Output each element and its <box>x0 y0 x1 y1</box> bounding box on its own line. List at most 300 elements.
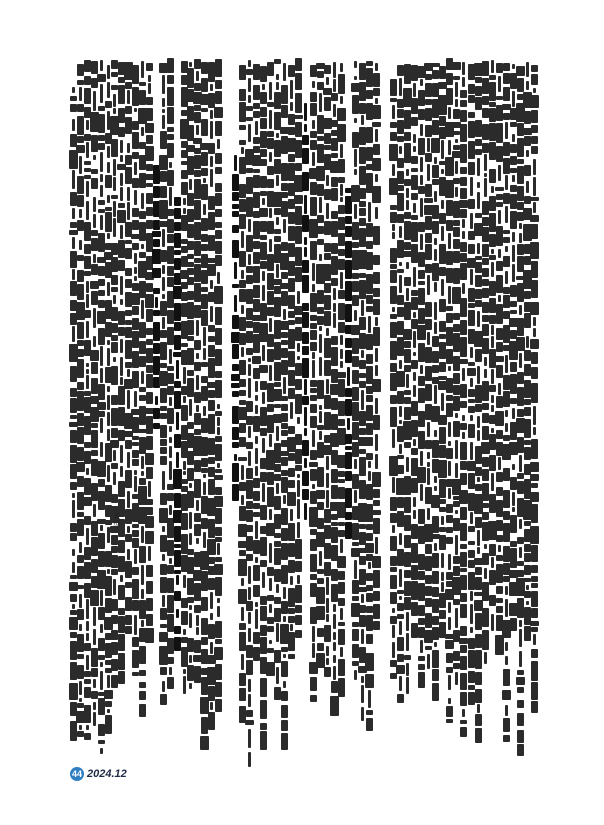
glyph-stroke <box>498 383 501 395</box>
glyph-stroke <box>288 468 295 477</box>
glyph-stroke <box>215 80 222 88</box>
glyph-stroke <box>361 707 364 721</box>
glyph-stroke <box>503 375 510 390</box>
glyph-stroke <box>100 368 103 383</box>
glyph-stroke <box>482 143 489 153</box>
glyph-stroke <box>484 544 487 549</box>
glyph-stroke <box>267 166 274 176</box>
glyph-stroke <box>324 221 331 235</box>
glyph-stroke <box>274 59 281 64</box>
glyph-stroke <box>399 569 402 587</box>
glyph-stroke <box>338 659 345 676</box>
glyph-stroke <box>281 661 288 677</box>
glyph-stroke <box>475 139 482 147</box>
glyph-stroke <box>425 99 432 104</box>
glyph-stroke <box>439 535 446 550</box>
glyph-stroke <box>489 234 496 247</box>
glyph-stroke <box>519 305 522 316</box>
glyph-stroke <box>439 213 446 224</box>
glyph-stroke <box>239 140 246 145</box>
glyph-stroke <box>331 584 338 602</box>
glyph-stroke <box>475 289 482 298</box>
script-line <box>267 58 274 758</box>
glyph-stroke <box>496 194 503 200</box>
glyph-stroke <box>406 288 409 301</box>
glyph-stroke <box>482 381 489 400</box>
glyph-stroke <box>260 606 267 621</box>
glyph-stroke <box>517 670 524 674</box>
glyph-stroke <box>392 477 395 493</box>
glyph-stroke <box>498 210 501 224</box>
glyph-stroke <box>482 338 489 354</box>
glyph-stroke <box>295 539 302 559</box>
glyph-stroke <box>352 596 359 601</box>
glyph-stroke <box>460 626 467 636</box>
glyph-stroke <box>531 261 538 277</box>
glyph-stroke <box>468 310 475 326</box>
glyph-stroke <box>427 422 430 437</box>
glyph-stroke <box>267 472 274 485</box>
glyph-stroke <box>281 705 288 718</box>
glyph-stroke <box>260 107 267 117</box>
glyph-stroke <box>246 197 253 217</box>
glyph-stroke <box>491 369 494 384</box>
glyph-stroke <box>373 500 380 507</box>
glyph-stroke <box>375 434 378 450</box>
glyph-stroke <box>439 427 446 444</box>
glyph-stroke <box>517 730 524 743</box>
glyph-stroke <box>269 318 272 332</box>
glyph-stroke <box>295 561 302 573</box>
script-line <box>390 58 397 758</box>
glyph-stroke <box>283 616 286 622</box>
glyph-stroke <box>484 178 487 197</box>
glyph-stroke <box>404 179 411 186</box>
glyph-stroke <box>310 293 317 312</box>
script-line <box>397 58 404 758</box>
glyph-stroke <box>283 654 286 659</box>
glyph-stroke <box>404 277 411 287</box>
glyph-stroke <box>215 183 222 192</box>
glyph-stroke <box>176 609 179 618</box>
glyph-stroke <box>255 395 258 401</box>
script-line <box>215 58 222 758</box>
glyph-stroke <box>352 644 359 658</box>
glyph-stroke <box>503 287 510 294</box>
glyph-stroke <box>260 131 267 148</box>
glyph-stroke <box>397 295 404 304</box>
glyph-stroke <box>531 504 538 523</box>
glyph-stroke <box>260 242 267 259</box>
glyph-stroke <box>390 536 397 551</box>
glyph-stroke <box>196 125 199 135</box>
glyph-stroke <box>107 82 110 98</box>
glyph-stroke <box>276 74 279 80</box>
glyph-stroke <box>399 596 402 601</box>
glyph-stroke <box>246 601 253 611</box>
glyph-stroke <box>533 202 536 213</box>
glyph-stroke <box>399 146 402 154</box>
glyph-stroke <box>304 379 307 395</box>
glyph-stroke <box>141 371 144 385</box>
glyph-stroke <box>214 496 223 507</box>
glyph-stroke <box>86 281 89 293</box>
glyph-stroke <box>524 447 531 459</box>
glyph-stroke <box>274 342 281 360</box>
glyph-stroke <box>446 220 453 231</box>
glyph-stroke <box>281 340 288 346</box>
glyph-stroke <box>196 405 199 412</box>
glyph-stroke <box>432 650 439 668</box>
glyph-stroke <box>517 561 524 566</box>
glyph-stroke <box>503 113 510 120</box>
glyph-stroke <box>404 64 411 84</box>
glyph-stroke <box>496 520 503 531</box>
glyph-stroke <box>331 485 338 499</box>
glyph-stroke <box>359 218 366 226</box>
glyph-stroke <box>297 417 300 424</box>
glyph-stroke <box>248 358 251 362</box>
glyph-stroke <box>359 605 366 614</box>
glyph-stroke <box>468 112 475 118</box>
glyph-stroke <box>310 395 317 401</box>
glyph-stroke <box>411 543 418 563</box>
glyph-stroke <box>269 152 272 162</box>
glyph-stroke <box>210 156 213 166</box>
glyph-stroke <box>498 295 501 302</box>
glyph-stroke <box>267 404 274 412</box>
script-line <box>373 58 380 758</box>
glyph-stroke <box>510 548 517 568</box>
glyph-stroke <box>239 184 246 198</box>
glyph-stroke <box>324 525 331 540</box>
glyph-stroke <box>468 572 475 590</box>
glyph-stroke <box>217 543 220 554</box>
glyph-stroke <box>404 132 411 141</box>
glyph-stroke <box>338 598 345 606</box>
glyph-stroke <box>217 463 220 469</box>
glyph-stroke <box>352 402 359 420</box>
glyph-stroke <box>505 410 508 417</box>
glyph-stroke <box>373 604 380 619</box>
script-line <box>475 58 482 758</box>
glyph-stroke <box>248 729 251 748</box>
glyph-stroke <box>310 315 317 321</box>
glyph-stroke <box>107 386 110 392</box>
glyph-stroke <box>446 306 453 311</box>
glyph-stroke <box>526 336 529 348</box>
glyph-stroke <box>519 519 522 528</box>
glyph-stroke <box>441 169 444 174</box>
glyph-stroke <box>317 569 324 575</box>
glyph-stroke <box>215 639 222 644</box>
glyph-stroke <box>475 349 482 362</box>
glyph-stroke <box>462 709 465 717</box>
glyph-stroke <box>215 167 222 173</box>
glyph-stroke <box>468 473 475 490</box>
glyph-stroke <box>496 487 503 496</box>
glyph-stroke <box>169 461 172 480</box>
glyph-stroke <box>260 731 267 750</box>
glyph-stroke <box>434 282 437 292</box>
glyph-stroke <box>359 569 366 585</box>
glyph-stroke <box>340 608 343 620</box>
glyph-stroke <box>162 98 165 107</box>
glyph-stroke <box>475 517 482 528</box>
glyph-stroke <box>203 178 206 182</box>
glyph-stroke <box>333 604 336 613</box>
glyph-stroke <box>215 537 222 541</box>
glyph-stroke <box>246 266 253 272</box>
glyph-stroke <box>359 317 366 330</box>
glyph-stroke <box>439 267 446 277</box>
glyph-stroke <box>107 65 110 79</box>
glyph-stroke <box>432 263 439 281</box>
glyph-stroke <box>107 111 110 130</box>
glyph-stroke <box>411 448 418 455</box>
glyph-stroke <box>397 694 404 703</box>
glyph-stroke <box>404 302 411 319</box>
glyph-stroke <box>312 120 315 128</box>
glyph-stroke <box>281 691 288 701</box>
glyph-stroke <box>283 219 286 234</box>
glyph-stroke <box>366 524 373 530</box>
glyph-stroke <box>255 521 258 538</box>
glyph-stroke <box>448 617 451 630</box>
glyph-stroke <box>366 241 373 249</box>
glyph-stroke <box>210 110 213 119</box>
glyph-stroke <box>390 132 397 141</box>
glyph-stroke <box>281 430 288 436</box>
glyph-stroke <box>162 277 165 291</box>
glyph-stroke <box>441 226 444 241</box>
glyph-stroke <box>215 577 222 596</box>
glyph-stroke <box>324 97 331 111</box>
glyph-stroke <box>312 626 315 641</box>
glyph-stroke <box>232 463 239 482</box>
glyph-stroke <box>375 454 378 469</box>
glyph-stroke <box>468 550 475 558</box>
glyph-stroke <box>505 175 508 190</box>
glyph-stroke <box>297 522 300 537</box>
glyph-stroke <box>134 615 137 635</box>
glyph-stroke <box>524 111 531 124</box>
glyph-stroke <box>214 647 223 660</box>
glyph-stroke <box>503 142 510 156</box>
glyph-stroke <box>491 249 494 254</box>
glyph-stroke <box>517 687 524 692</box>
glyph-stroke <box>418 656 425 661</box>
glyph-stroke <box>215 153 222 164</box>
glyph-stroke <box>120 187 123 200</box>
glyph-stroke <box>312 152 315 166</box>
glyph-stroke <box>354 149 357 167</box>
glyph-stroke <box>468 95 475 103</box>
glyph-stroke <box>468 526 475 532</box>
glyph-stroke <box>274 514 281 529</box>
glyph-stroke <box>475 577 482 590</box>
glyph-stroke <box>246 660 253 675</box>
glyph-stroke <box>317 518 324 529</box>
glyph-stroke <box>453 145 460 149</box>
glyph-stroke <box>496 202 503 207</box>
glyph-stroke <box>397 109 404 118</box>
glyph-stroke <box>482 217 489 226</box>
glyph-stroke <box>317 502 324 510</box>
glyph-stroke <box>446 719 453 724</box>
glyph-stroke <box>425 184 432 197</box>
glyph-stroke <box>524 565 531 575</box>
glyph-stroke <box>418 90 425 107</box>
glyph-stroke <box>215 255 222 265</box>
glyph-stroke <box>232 211 239 217</box>
glyph-stroke <box>526 150 529 157</box>
glyph-stroke <box>390 556 397 566</box>
glyph-stroke <box>510 398 517 405</box>
glyph-stroke <box>359 556 366 566</box>
glyph-stroke <box>375 317 378 326</box>
glyph-stroke <box>276 217 279 225</box>
glyph-stroke <box>232 174 239 191</box>
glyph-stroke <box>475 689 482 703</box>
glyph-stroke <box>446 313 453 323</box>
glyph-stroke <box>505 122 508 138</box>
glyph-stroke <box>239 688 246 701</box>
glyph-stroke <box>475 86 482 95</box>
glyph-stroke <box>260 66 267 83</box>
glyph-stroke <box>455 440 458 459</box>
glyph-stroke <box>425 586 432 596</box>
glyph-stroke <box>411 244 418 264</box>
glyph-stroke <box>496 396 503 407</box>
glyph-stroke <box>517 387 524 406</box>
glyph-stroke <box>72 549 75 556</box>
glyph-stroke <box>255 436 258 444</box>
glyph-stroke <box>262 84 265 90</box>
glyph-stroke <box>453 131 460 135</box>
glyph-stroke <box>196 615 199 626</box>
glyph-stroke <box>439 66 446 79</box>
glyph-stroke <box>482 227 489 242</box>
glyph-stroke <box>359 373 366 379</box>
glyph-stroke <box>439 507 446 512</box>
glyph-stroke <box>326 203 329 219</box>
glyph-stroke <box>331 278 338 287</box>
glyph-stroke <box>432 221 439 235</box>
glyph-stroke <box>519 651 522 667</box>
glyph-stroke <box>505 642 508 651</box>
glyph-stroke <box>267 334 274 347</box>
glyph-stroke <box>120 173 123 186</box>
glyph-stroke <box>397 614 404 618</box>
glyph-stroke <box>248 219 251 232</box>
glyph-stroke <box>100 185 103 197</box>
glyph-stroke <box>530 302 539 315</box>
glyph-stroke <box>475 256 482 260</box>
glyph-stroke <box>274 687 281 700</box>
glyph-stroke <box>155 297 158 308</box>
glyph-stroke <box>269 543 272 562</box>
glyph-stroke <box>533 317 536 326</box>
glyph-stroke <box>531 545 538 561</box>
glyph-stroke <box>276 623 279 641</box>
glyph-stroke <box>281 423 288 429</box>
glyph-stroke <box>72 326 75 342</box>
glyph-stroke <box>460 604 467 617</box>
glyph-stroke <box>127 202 130 219</box>
glyph-stroke <box>183 208 186 213</box>
glyph-stroke <box>127 390 130 409</box>
glyph-stroke <box>214 564 223 575</box>
glyph-stroke <box>531 136 538 144</box>
glyph-stroke <box>390 79 397 96</box>
glyph-stroke <box>531 576 538 581</box>
glyph-stroke <box>482 279 489 286</box>
glyph-stroke <box>359 63 366 80</box>
glyph-stroke <box>484 357 487 367</box>
glyph-stroke <box>333 655 336 663</box>
glyph-stroke <box>234 454 237 462</box>
glyph-stroke <box>274 382 281 387</box>
glyph-stroke <box>241 347 244 357</box>
glyph-stroke <box>127 452 130 467</box>
glyph-stroke <box>281 85 288 104</box>
glyph-stroke <box>354 560 357 579</box>
glyph-stroke <box>312 81 315 88</box>
glyph-stroke <box>366 423 373 435</box>
glyph-stroke <box>288 523 295 542</box>
glyph-stroke <box>281 508 288 526</box>
glyph-stroke <box>406 188 409 199</box>
glyph-stroke <box>425 366 432 381</box>
glyph-stroke <box>368 316 371 333</box>
glyph-stroke <box>345 399 352 415</box>
glyph-stroke <box>93 504 96 517</box>
glyph-stroke <box>107 282 110 296</box>
glyph-stroke <box>448 698 451 704</box>
glyph-stroke <box>475 149 482 155</box>
glyph-stroke <box>183 669 186 674</box>
glyph-stroke <box>482 268 489 277</box>
glyph-stroke <box>418 509 425 524</box>
glyph-stroke <box>253 221 260 239</box>
glyph-stroke <box>404 442 411 449</box>
glyph-stroke <box>468 650 475 668</box>
glyph-stroke <box>489 298 496 313</box>
issue-date: 2024.12 <box>87 768 127 780</box>
glyph-stroke <box>392 164 395 176</box>
glyph-stroke <box>503 256 510 267</box>
glyph-stroke <box>248 566 251 584</box>
glyph-stroke <box>512 264 515 283</box>
glyph-stroke <box>134 391 137 407</box>
glyph-stroke <box>406 262 409 269</box>
glyph-stroke <box>120 140 123 153</box>
glyph-stroke <box>183 367 186 384</box>
glyph-stroke <box>260 92 267 104</box>
glyph-stroke <box>531 591 538 607</box>
glyph-stroke <box>526 601 529 606</box>
glyph-stroke <box>269 208 272 218</box>
glyph-stroke <box>462 219 465 228</box>
glyph-stroke <box>86 120 89 131</box>
glyph-stroke <box>295 379 302 391</box>
glyph-stroke <box>134 253 137 264</box>
glyph-stroke <box>390 567 397 572</box>
glyph-stroke <box>345 304 352 322</box>
glyph-stroke <box>176 360 179 379</box>
glyph-stroke <box>253 103 260 109</box>
